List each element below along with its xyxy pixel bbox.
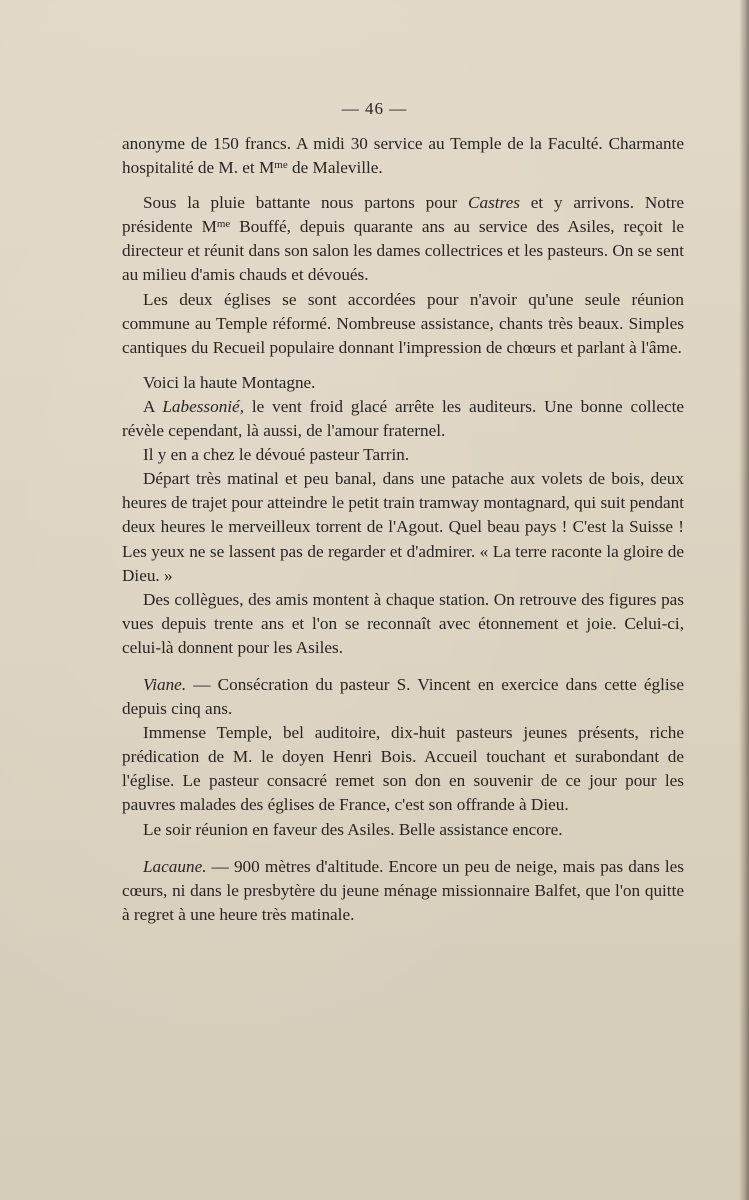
paragraph <box>122 818 684 842</box>
paragraph <box>122 588 684 660</box>
paragraph <box>122 855 684 927</box>
paragraph-text: Voici la haute Montagne. <box>143 372 316 392</box>
paragraph-text: le vent froid glacé arrête les auditeurs. Une bonne collecte révèle cependant, là aussi, de l'amour fraternel. <box>122 396 684 441</box>
paragraph <box>122 371 684 395</box>
paragraph-text: et y arrivons. Notre présidente M <box>122 193 684 237</box>
paragraph-text: Les deux églises se sont accordées pour n'avoir qu'une seule réunion commune au Temple réformé. Nombreuse assistance, chants très beaux. Simples cantiques du Recueil populaire donnant l'impression de chœurs et parlant à l'âme. <box>122 289 684 357</box>
paragraph-text: — Consécration du pasteur S. Vincent en exercice dans cette église depuis cinq ans. <box>122 674 684 719</box>
paragraph <box>122 132 684 180</box>
paragraph-text: Immense Temple, bel auditoire, dix-huit pasteurs jeunes présents, riche prédication de M. le doyen Henri Bois. Accueil touchant et surabondant de l'église. Le pasteur consacré remet son don en souvenir de ce jour pour les pauvres malades des églises de France, c'est son offrande à Dieu. <box>122 723 684 815</box>
page-number: — 46 — <box>341 99 408 118</box>
paragraph-text: Le soir réunion en faveur des Asiles. Belle assistance encore. <box>143 819 563 839</box>
paragraph <box>122 467 684 587</box>
body-text <box>122 132 684 927</box>
paragraph-text: Départ très matinal et peu banal, dans une patache aux volets de bois, deux heures de trajet pour atteindre le petit train tramway montagnard, qui suit pendant deux heures le merveilleux torrent de l'Agout. Quel beau pays ! C'est la Suisse ! Les yeux ne se lassent pas de regarder et d'admirer. « La terre raconte la gloire de Dieu. » <box>122 469 684 585</box>
paragraph <box>122 288 684 360</box>
paragraph-text: Sous la pluie battante nous partons pour <box>143 193 469 213</box>
superscript-text: me <box>216 218 231 231</box>
paragraph-text: Bouffé, depuis quarante ans au service des Asiles, reçoit le directeur et réunit dans son salon les dames collectrices et les pasteurs. On se sent au milieu d'amis chauds et dévoués. <box>122 217 684 285</box>
paragraph-text: A <box>143 396 163 416</box>
paragraph-text: Des collègues, des amis montent à chaque station. On retrouve des figures pas vues depuis trente ans et l'on se reconnaît avec étonnement et joie. Celui-ci, celui-là donnent pour les Asiles. <box>122 589 684 657</box>
paragraph <box>122 191 684 287</box>
paragraph-text: de Maleville. <box>287 158 383 178</box>
paragraph <box>122 721 684 817</box>
italic-text: Lacaune. <box>143 856 207 876</box>
paragraph-text: Il y en a chez le dévoué pasteur Tarrin. <box>143 445 410 465</box>
italic-text: Viane. <box>143 674 187 694</box>
paragraph <box>122 443 684 467</box>
superscript-text: me <box>274 159 288 172</box>
italic-text: Labessonié, <box>162 396 244 416</box>
paragraph-text: anonyme de 150 francs. A midi 30 service au Temple de la Faculté. Charmante hospitalité de M. et M <box>122 134 684 178</box>
page-edge-shadow <box>739 0 749 1200</box>
paragraph <box>122 395 684 443</box>
italic-text: Castres <box>468 193 520 213</box>
paragraph-text: — 900 mètres d'altitude. Encore un peu de neige, mais pas dans les cœurs, ni dans le presbytère du jeune ménage missionnaire Balfet, que l'on quitte à regret à une heure très matinale. <box>122 856 684 924</box>
paragraph <box>122 673 684 721</box>
